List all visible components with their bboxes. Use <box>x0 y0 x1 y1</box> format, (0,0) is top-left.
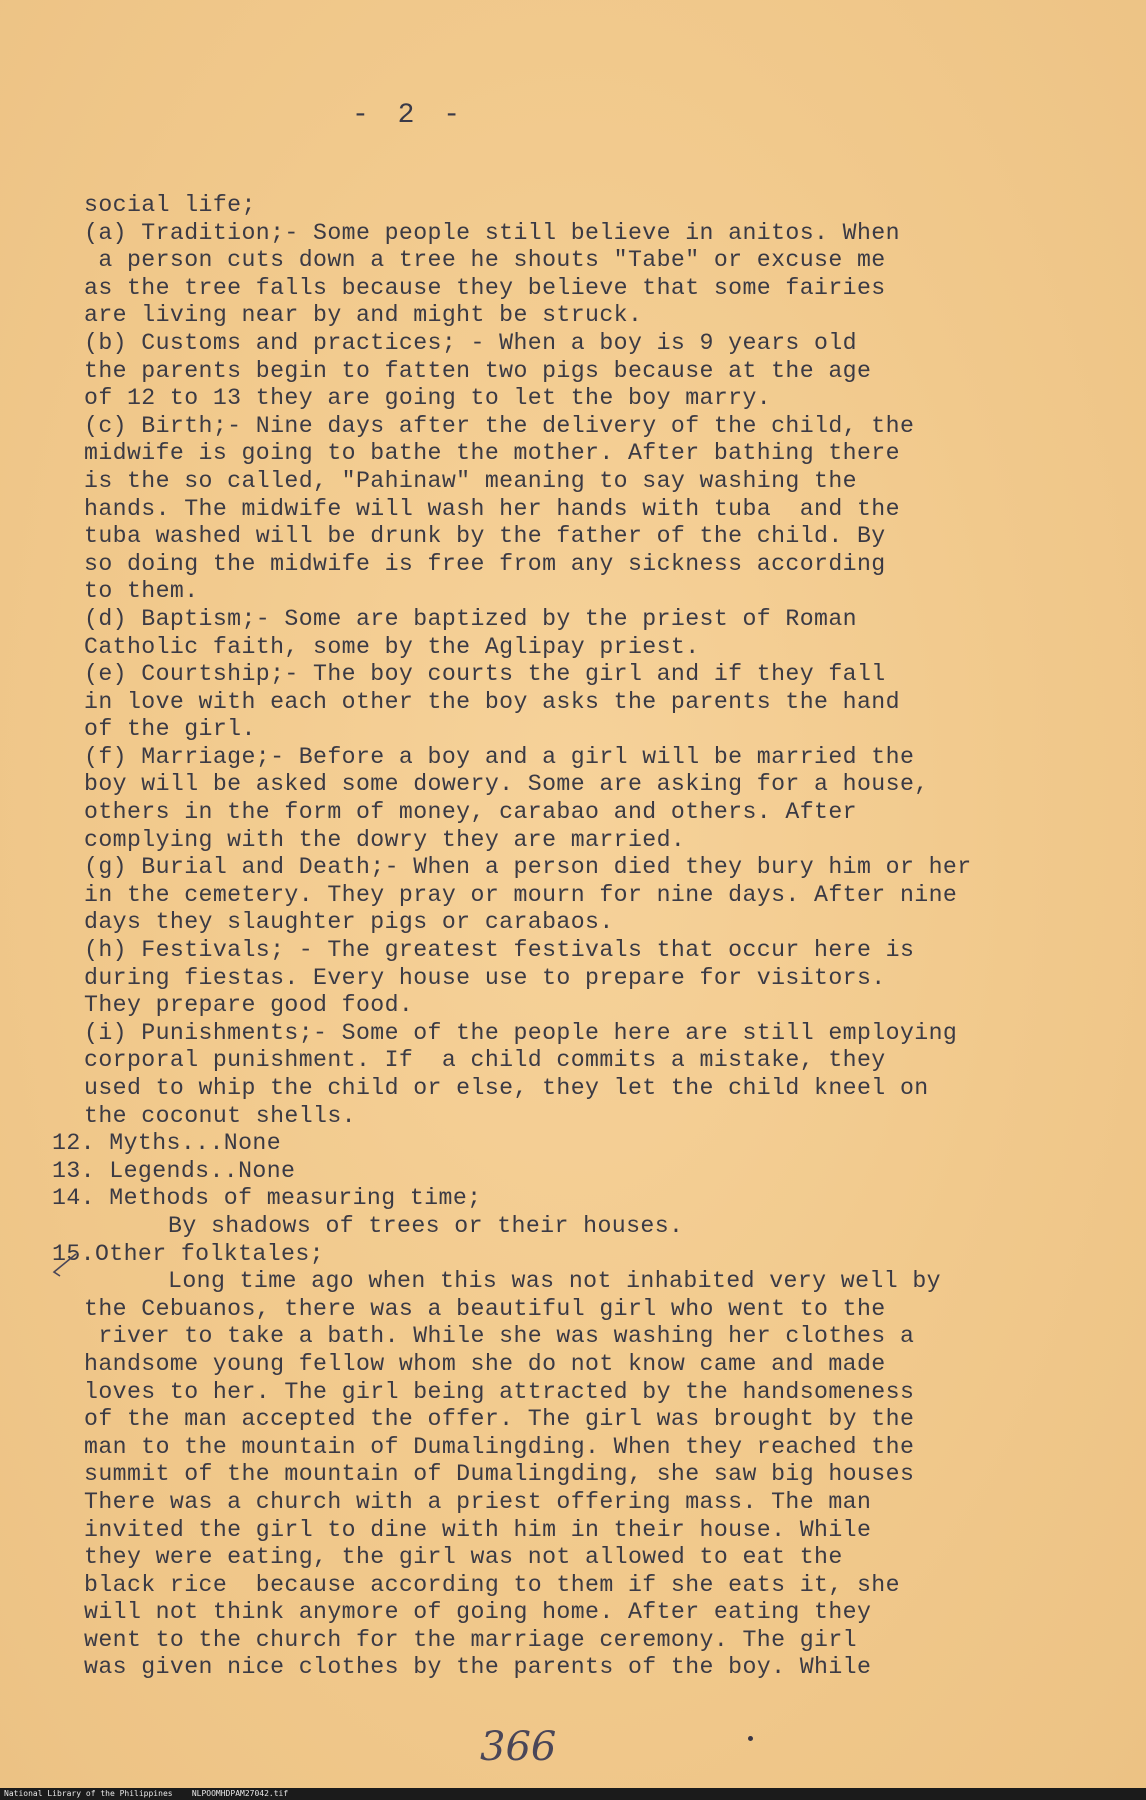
text-line: days they slaughter pigs or carabaos. <box>84 909 614 936</box>
text-line: will not think anymore of going home. After eating they <box>84 1599 872 1626</box>
text-line: 12. Myths...None <box>52 1130 282 1157</box>
text-line: (d) Baptism;- Some are baptized by the priest of Roman <box>84 605 857 632</box>
text-line: black rice because according to them if she eats it, she <box>84 1571 900 1598</box>
text-line: (f) Marriage;- Before a boy and a girl will be married the <box>84 743 915 770</box>
ink-dot <box>748 1736 753 1741</box>
text-line: so doing the midwife is free from any sickness according <box>84 550 886 577</box>
text-line: during fiestas. Every house use to prepare for visitors. <box>84 964 886 991</box>
footer-label: National Library of the Philippines NLPOOMHDPAM27042.tif <box>4 1789 289 1798</box>
text-line: as the tree falls because they believe that some fairies <box>84 274 886 301</box>
scan-footer <box>0 1788 1146 1800</box>
text-line: corporal punishment. If a child commits a mistake, they <box>84 1047 886 1074</box>
text-line: are living near by and might be struck. <box>84 302 643 329</box>
text-line: of the man accepted the offer. The girl was brought by the <box>84 1406 915 1433</box>
text-line: they were eating, the girl was not allowed to eat the <box>84 1544 843 1571</box>
text-line: (g) Burial and Death;- When a person died they bury him or her <box>84 854 972 881</box>
text-line: is the so called, "Pahinaw" meaning to say washing the <box>84 467 857 494</box>
text-line: in love with each other the boy asks the parents the hand <box>84 688 900 715</box>
text-line: in the cemetery. They pray or mourn for nine days. After nine <box>84 881 958 908</box>
text-line: (i) Punishments;- Some of the people here are still employing <box>84 1019 958 1046</box>
text-line: social life; <box>84 192 256 218</box>
text-line: (h) Festivals; - The greatest festivals that occur here is <box>84 937 915 964</box>
text-line: tuba washed will be drunk by the father of the child. By <box>84 523 886 550</box>
text-line: handsome young fellow whom she do not know came and made <box>84 1350 886 1377</box>
text-line: man to the mountain of Dumalingding. When they reached the <box>84 1433 915 1460</box>
text-line: to them. <box>84 578 199 605</box>
text-line: 13. Legends..None <box>52 1157 296 1184</box>
text-line: the parents begin to fatten two pigs because at the age <box>84 357 872 384</box>
text-line: went to the church for the marriage ceremony. The girl <box>84 1626 857 1653</box>
text-line: (c) Birth;- Nine days after the delivery of the child, the <box>84 412 915 439</box>
text-line: invited the girl to dine with him in their house. While <box>84 1516 872 1543</box>
text-line: loves to her. The girl being attracted by the handsomeness <box>84 1378 915 1405</box>
text-line: complying with the dowry they are married. <box>84 826 686 853</box>
text-line: (a) Tradition;- Some people still believe in anitos. When <box>84 219 900 246</box>
text-line: They prepare good food. <box>84 992 414 1019</box>
text-line: the Cebuanos, there was a beautiful girl who went to the <box>84 1295 886 1322</box>
text-line: used to whip the child or else, they let the child kneel on <box>84 1075 929 1101</box>
text-line: others in the form of money, carabao and others. After <box>84 799 857 826</box>
text-line: river to take a bath. While she was washing her clothes a <box>84 1323 915 1350</box>
text-line: midwife is going to bathe the mother. After bathing there <box>84 440 900 467</box>
text-line: was given nice clothes by the parents of the boy. While <box>84 1654 872 1681</box>
text-line: the coconut shells. <box>84 1102 356 1129</box>
text-line: boy will be asked some dowery. Some are asking for a house, <box>84 771 929 798</box>
text-line: of the girl. <box>84 716 256 743</box>
text-line: Catholic faith, some by the Aglipay priest. <box>84 633 700 660</box>
text-line: a person cuts down a tree he shouts "Tabe" or excuse me <box>84 247 886 274</box>
text-line: of 12 to 13 they are going to let the boy marry. <box>84 385 772 412</box>
checkmark-icon <box>50 1252 80 1278</box>
text-line: By shadows of trees or their houses. <box>168 1212 684 1239</box>
text-line: 14. Methods of measuring time; <box>52 1185 482 1212</box>
handwritten-page-number: 366 <box>480 1724 557 1770</box>
text-line: (b) Customs and practices; - When a boy is 9 years old <box>84 329 857 356</box>
text-line: summit of the mountain of Dumalingding, she saw big houses <box>84 1461 915 1488</box>
text-line: There was a church with a priest offering mass. The man <box>84 1488 872 1515</box>
text-line: Long time ago when this was not inhabited very well by <box>168 1268 941 1295</box>
text-line: 15.Other folktales; <box>52 1240 324 1267</box>
text-line: (e) Courtship;- The boy courts the girl and if they fall <box>84 661 886 688</box>
typed-body-text <box>52 192 1124 1682</box>
page-number: - 2 - <box>352 100 467 131</box>
text-line: hands. The midwife will wash her hands with tuba and the <box>84 495 900 522</box>
